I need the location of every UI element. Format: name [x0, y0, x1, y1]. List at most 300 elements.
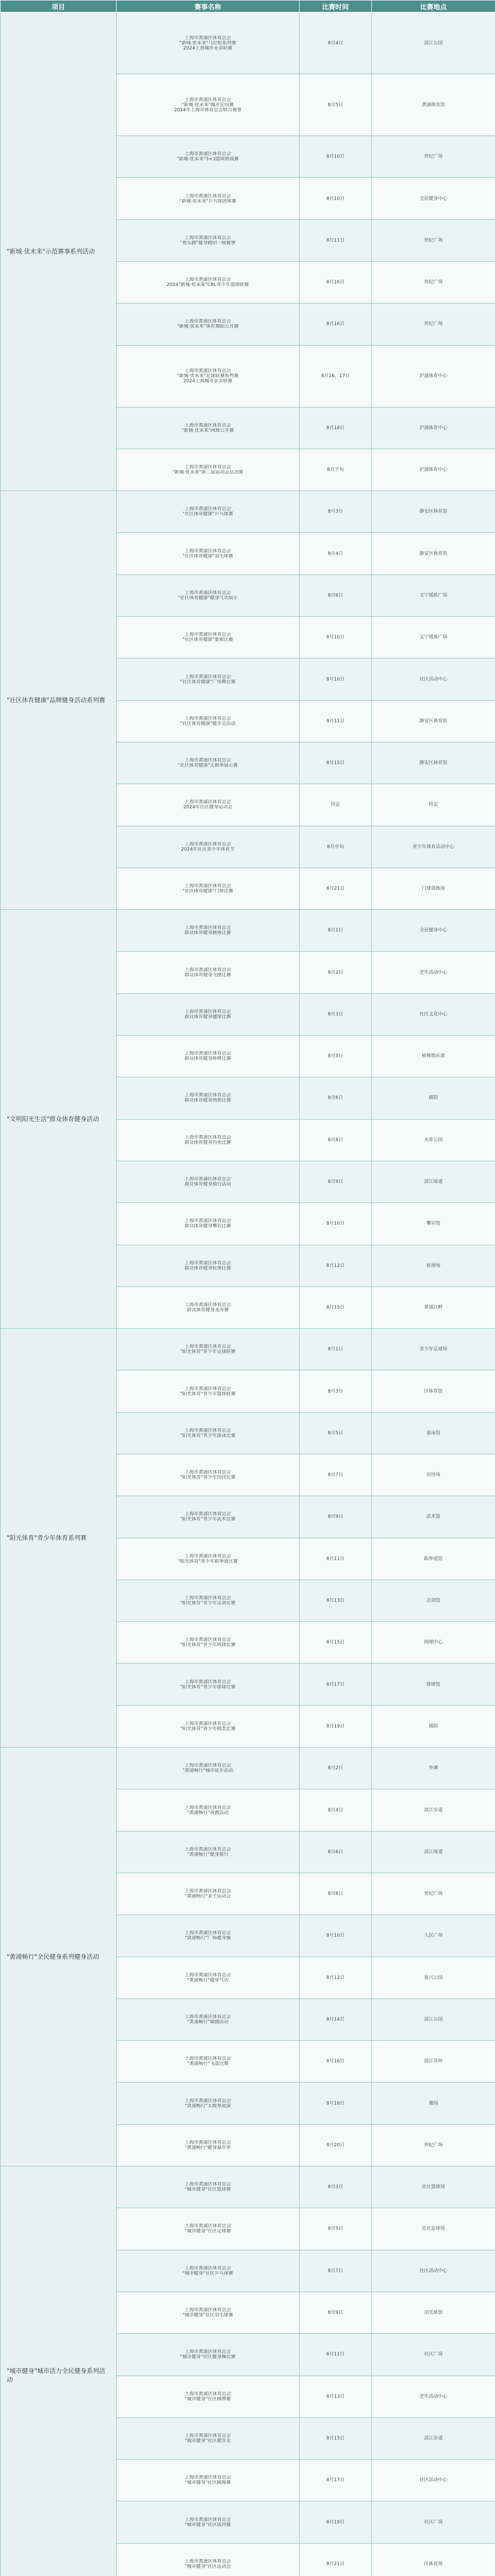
event-name-line: 上海市黄浦区体育总会: [184, 632, 231, 638]
event-name-line: 上海市黄浦区体育总会: [184, 1763, 231, 1769]
event-place-cell: 轮滑场: [372, 1245, 495, 1286]
event-name-line: 上海市黄浦区体育总会: [184, 1386, 231, 1392]
event-date-cell: 8月9日: [300, 1161, 372, 1202]
event-name-cell: [117, 993, 300, 1035]
event-name-line: 上海市黄浦区体育总会: [184, 1218, 231, 1224]
event-place-cell: 滨江绿道: [372, 1831, 495, 1873]
event-place-cell: 世纪广场: [372, 2124, 495, 2166]
event-name-line: "社区体育健康"羽毛球赛: [182, 553, 234, 559]
event-place-cell: 静安区体育馆: [372, 533, 495, 574]
event-name-line: "黄浦畅行"广场健身操: [185, 1936, 231, 1941]
event-date-cell: 8月2日: [300, 1748, 372, 1789]
event-place-cell: 桥牌俱乐部: [372, 1036, 495, 1077]
event-name-line: 上海市黄浦区体育总会: [184, 1134, 231, 1140]
event-date-cell: 8月16日: [300, 303, 372, 345]
event-date-cell: 8月11日: [300, 219, 372, 261]
event-name-cell: [117, 1915, 300, 1957]
event-name-line: "城市健身"社区棋牌赛: [185, 2396, 231, 2402]
table-row: [1, 1329, 495, 1370]
event-date-cell: 8月1日: [300, 1329, 372, 1370]
event-name-line: "阳光体育"青少年篮球联赛: [180, 1391, 236, 1397]
event-date-cell: 8月16日: [300, 261, 372, 303]
event-name-cell: [117, 1412, 300, 1454]
event-name-cell: [117, 136, 300, 178]
event-place-cell: 世纪广场: [372, 303, 495, 345]
event-date-cell: 8月10日: [300, 1915, 372, 1957]
event-date-cell: 8月14日: [300, 1998, 372, 2040]
event-name-line: 上海市黄浦区体育总会: [184, 1177, 231, 1182]
event-date-cell: 8月15日: [300, 2417, 372, 2459]
event-name-line: "黄浦畅行"亲子运动会: [185, 1894, 231, 1900]
event-name-line: 群众体育健身桥牌比赛: [184, 1056, 231, 1062]
event-place-cell: 文宁瑶族广场: [372, 617, 495, 658]
event-name-line: 群众体育健身骑行活动: [184, 1182, 231, 1188]
event-date-cell: 8月18日: [300, 407, 372, 449]
event-name-cell: [117, 345, 300, 407]
event-name-line: 上海市黄浦区体育总会: [184, 967, 231, 973]
event-date-cell: 8月下旬: [300, 449, 372, 490]
event-name-cell: [117, 952, 300, 993]
event-date-cell: 8月4日: [300, 12, 372, 74]
event-name-line: 上海市黄浦区体育总会: [184, 2265, 231, 2271]
event-name-line: 上海市黄浦区体育总会: [184, 2056, 231, 2062]
event-name-line: 群众体育健身飞镖比赛: [184, 972, 231, 978]
event-name-line: 2024"新城·优未来"CBL青少年篮球联赛: [167, 282, 249, 288]
event-place-cell: 全民健身中心: [372, 910, 495, 952]
event-date-cell: 8月21日: [300, 868, 372, 909]
event-date-cell: 8月21日: [300, 2543, 372, 2576]
event-name-line: 上海市黄浦区体育总会: [184, 2433, 231, 2438]
event-name-cell: [117, 700, 300, 742]
event-place-cell: 区体育场: [372, 2543, 495, 2576]
event-name-line: "新城·优未来"3×3篮球挑战赛: [176, 157, 239, 162]
event-place-cell: 沪浦体育中心: [372, 407, 495, 449]
event-date-cell: 8月6日: [300, 1077, 372, 1119]
event-date-cell: 8月16日: [300, 2041, 372, 2082]
event-name-line: 上海市黄浦区体育总会: [184, 1596, 231, 1601]
event-date-cell: 8月4日: [300, 533, 372, 574]
event-name-line: 2024年社区青少年体育节: [181, 846, 235, 852]
event-name-cell: [117, 407, 300, 449]
event-place-cell: 沪浦体育中心: [372, 345, 495, 407]
table-row: [1, 1748, 495, 1789]
event-place-cell: 水库公园: [372, 1119, 495, 1161]
event-place-cell: 区体育馆: [372, 1370, 495, 1412]
event-name-cell: [117, 1329, 300, 1370]
header-place: 比赛地点: [372, 1, 495, 12]
event-name-line: 上海市黄浦区体育总会: [184, 1930, 231, 1936]
event-name-line: 上海市黄浦区体育总会: [184, 2349, 231, 2355]
event-name-line: 上海市黄浦区体育总会: [184, 1637, 231, 1643]
event-name-line: 上海市黄浦区体育总会: [184, 193, 231, 199]
event-place-cell: 青少年体育活动中心: [372, 826, 495, 868]
event-name-line: "黄浦畅行"城市徒步活动: [182, 1768, 234, 1774]
event-name-line: "新城·优未来"体育舞蹈公开赛: [177, 324, 239, 330]
event-date-cell: 8月12日: [300, 1957, 372, 1998]
event-name-line: "社区体育健康"健身气功展示: [177, 595, 238, 601]
event-name-line: 上海市黄浦区体育总会: [184, 2308, 231, 2313]
event-name-line: 上海市黄浦区体育总会: [184, 1302, 231, 1308]
event-name-cell: [117, 2082, 300, 2124]
event-name-line: 上海市黄浦区体育总会: [184, 716, 231, 721]
event-place-cell: 静安区体育馆: [372, 491, 495, 533]
event-place-cell: 世纪广场: [372, 1873, 495, 1914]
event-place-cell: 网球中心: [372, 1622, 495, 1664]
event-name-cell: [117, 826, 300, 868]
event-name-cell: [117, 1245, 300, 1286]
table-row: [1, 2166, 495, 2208]
event-place-cell: 田径场: [372, 1454, 495, 1496]
event-date-cell: 待定: [300, 784, 372, 826]
event-place-cell: 人民广场: [372, 1915, 495, 1957]
event-name-line: 上海市黄浦区体育总会: [184, 1512, 231, 1517]
event-place-cell: 社区篮球场: [372, 2166, 495, 2208]
event-date-cell: 8月3日: [300, 2166, 372, 2208]
event-name-line: "社区体育健康"门球比赛: [182, 888, 234, 894]
event-date-cell: 8月2日: [300, 952, 372, 993]
event-date-cell: 8月5日: [300, 1036, 372, 1077]
event-name-line: 上海市黄浦区体育总会: [184, 548, 231, 554]
event-name-line: 上海市黄浦区体育总会: [184, 2098, 231, 2104]
event-name-line: 上海市黄浦区体育总会: [184, 1470, 231, 1476]
event-name-line: "社区体育健康"广场舞比赛: [180, 679, 236, 685]
event-name-cell: [117, 2292, 300, 2333]
event-place-cell: 老年活动中心: [372, 952, 495, 993]
event-place-cell: 棋院: [372, 1077, 495, 1119]
event-name-cell: [117, 1705, 300, 1747]
event-name-line: 上海市黄浦区体育总会: [184, 1009, 231, 1014]
event-name-line: "阳光体育"青少年游泳比赛: [180, 1433, 236, 1438]
event-date-cell: 8月15日: [300, 742, 372, 784]
event-date-cell: 8月7日: [300, 1454, 372, 1496]
event-name-line: "社区体育健康"乒乓球赛: [182, 512, 234, 517]
table-row: [1, 12, 495, 74]
event-name-cell: [117, 1580, 300, 1621]
event-date-cell: 8月17日: [300, 2460, 372, 2501]
event-name-line: 上海市黄浦区体育总会: [184, 800, 231, 805]
header-project: 项目: [1, 1, 117, 12]
event-name-line: 群众体育健身龙舟赛: [187, 1307, 229, 1313]
event-date-cell: 8月6日: [300, 1831, 372, 1873]
event-date-cell: 8月11日: [300, 1538, 372, 1580]
event-date-cell: 8月5日: [300, 74, 372, 136]
event-date-cell: 8月13日: [300, 1580, 372, 1621]
event-name-line: 上海市黄浦区体育总会: [184, 235, 231, 241]
event-name-line: 群众体育健身跳绳比赛: [184, 930, 231, 936]
event-place-cell: 社区足球场: [372, 2208, 495, 2250]
event-name-line: 上海市黄浦区体育总会: [184, 1553, 231, 1559]
event-name-line: 上海市黄浦区体育总会: [184, 368, 231, 374]
event-name-cell: [117, 1203, 300, 1245]
event-name-line: "城市健身"社区健步走: [185, 2438, 231, 2444]
header-event-name: 赛事名称: [117, 1, 300, 12]
event-name-cell: [117, 2208, 300, 2250]
event-name-line: "黄浦畅行"飞盘比赛: [187, 2061, 229, 2067]
event-name-line: "新城·优未来"足球联赛系列赛: [177, 374, 239, 379]
event-name-cell: [117, 219, 300, 261]
event-date-cell: 8月5日: [300, 1412, 372, 1454]
event-name-line: "社区体育健康"象棋比赛: [182, 637, 234, 643]
event-name-line: 群众体育健身毽球比赛: [184, 1014, 231, 1020]
event-name-line: 上海市黄浦区体育总会: [184, 319, 231, 325]
event-name-cell: [117, 617, 300, 658]
event-place-cell: 文宁瑶族广场: [372, 574, 495, 616]
event-name-cell: [117, 74, 300, 136]
event-name-line: 上海市黄浦区体育总会: [184, 1428, 231, 1433]
event-name-line: 上海市黄浦区体育总会: [184, 2140, 231, 2145]
event-place-cell: 静安区体育馆: [372, 742, 495, 784]
event-name-cell: [117, 1286, 300, 1328]
project-cell: "城市健身"城市活力全民健身系列活动: [1, 2166, 117, 2576]
event-place-cell: 社区广场: [372, 2501, 495, 2543]
event-date-cell: 8月17日: [300, 1664, 372, 1705]
event-name-line: "黄浦畅行"太极拳展演: [185, 2103, 231, 2109]
event-name-cell: [117, 2166, 300, 2208]
event-name-cell: [117, 742, 300, 784]
event-date-cell: 8月13日: [300, 2376, 372, 2417]
event-name-line: "城市健身"社区篮球赛: [185, 2187, 231, 2193]
event-date-cell: 8月7日: [300, 2250, 372, 2292]
event-place-cell: 复兴公园: [372, 1957, 495, 1998]
event-name-cell: [117, 784, 300, 826]
event-name-cell: [117, 2124, 300, 2166]
event-name-cell: [117, 449, 300, 490]
event-name-cell: [117, 1496, 300, 1538]
event-place-cell: 滨江步道: [372, 2417, 495, 2459]
event-name-cell: [117, 2334, 300, 2376]
event-place-cell: 游泳馆: [372, 1412, 495, 1454]
event-name-line: "城市健身"社区健身操比赛: [180, 2354, 236, 2360]
event-name-line: 上海市黄浦区体育总会: [184, 883, 231, 889]
event-name-cell: [117, 261, 300, 303]
event-name-line: 上海市黄浦区体育总会: [184, 506, 231, 512]
event-name-cell: [117, 1622, 300, 1664]
event-date-cell: 8月10日: [300, 617, 372, 658]
event-place-cell: 青少年足球场: [372, 1329, 495, 1370]
event-date-cell: 8月10日: [300, 136, 372, 178]
event-name-line: 上海市黄浦区体育总会: [184, 1051, 231, 1057]
event-place-cell: 攀岩馆: [372, 1203, 495, 1245]
event-place-cell: 老年活动中心: [372, 2376, 495, 2417]
event-date-cell: 8月8日: [300, 1873, 372, 1914]
event-name-line: 2024年上海市体育总会联合赛事: [174, 107, 242, 113]
event-name-line: 2024上海城市业余联赛: [183, 45, 233, 51]
event-name-cell: [117, 1370, 300, 1412]
event-date-cell: 8月中旬: [300, 826, 372, 868]
event-name-line: "新城·优未来"城市定向赛: [182, 102, 234, 108]
project-cell: "新城·优未来"示范赛事系列活动: [1, 12, 117, 491]
event-name-cell: [117, 1119, 300, 1161]
event-name-cell: [117, 1748, 300, 1789]
event-name-cell: [117, 2543, 300, 2576]
event-name-line: 上海市黄浦区体育总会: [184, 422, 231, 428]
event-name-line: 上海市黄浦区体育总会: [184, 1344, 231, 1350]
event-place-cell: 社区活动中心: [372, 2460, 495, 2501]
event-name-cell: [117, 12, 300, 74]
event-name-line: "欢乐跑"健身跑团一级赛事: [180, 240, 236, 246]
event-place-cell: 门球训练场: [372, 868, 495, 909]
event-name-line: 上海市黄浦区体育总会: [184, 841, 231, 847]
event-name-line: 群众体育健身轮滑比赛: [184, 1265, 231, 1271]
event-place-cell: 社区活动中心: [372, 658, 495, 700]
event-date-cell: 8月3日: [300, 1370, 372, 1412]
event-place-cell: 社区活动中心: [372, 2250, 495, 2292]
event-date-cell: 8月9日: [300, 2292, 372, 2333]
event-name-line: 上海市黄浦区体育总会: [184, 1679, 231, 1685]
event-place-cell: 棋院: [372, 1705, 495, 1747]
event-name-line: "黄浦畅行"健身骑行: [187, 1852, 229, 1857]
event-name-cell: [117, 2041, 300, 2082]
event-name-line: "阳光体育"青少年网球比赛: [180, 1642, 236, 1648]
event-place-cell: 击剑馆: [372, 1580, 495, 1621]
event-place-cell: 待定: [372, 784, 495, 826]
event-name-line: "阳光体育"青少年排球比赛: [180, 1684, 236, 1690]
event-place-cell: 黄浦江畔: [372, 1286, 495, 1328]
event-name-cell: [117, 2250, 300, 2292]
event-name-cell: [117, 1957, 300, 1998]
event-name-cell: [117, 491, 300, 533]
event-place-cell: 羽毛球馆: [372, 2292, 495, 2333]
event-name-line: 上海市黄浦区体育总会: [184, 2391, 231, 2397]
event-name-cell: [117, 1789, 300, 1831]
table-row: [1, 910, 495, 952]
event-name-line: "阳光体育"青少年棋类比赛: [180, 1726, 236, 1732]
event-name-line: "社区体育健康"健步走活动: [180, 721, 236, 726]
event-name-line: "城市健身"社区运动会: [185, 2564, 231, 2569]
event-name-line: "黄浦畅行"健身嘉年华: [185, 2145, 231, 2150]
event-name-line: "阳光体育"青少年田径比赛: [180, 1475, 236, 1481]
event-place-cell: 滨江公园: [372, 1998, 495, 2040]
project-cell: "黄浦畅行"全民健身系列健身活动: [1, 1748, 117, 2166]
event-name-line: 群众体育健身攀岩比赛: [184, 1224, 231, 1229]
event-name-line: "城市健身"社区足球赛: [185, 2229, 231, 2234]
event-name-line: 上海市黄浦区体育总会: [184, 2517, 231, 2522]
event-name-cell: [117, 868, 300, 909]
event-name-line: 上海市黄浦区体育总会: [184, 97, 231, 103]
event-name-line: 上海市黄浦区体育总会: [184, 2558, 231, 2564]
event-place-cell: 世纪广场: [372, 219, 495, 261]
event-name-line: 上海市黄浦区体育总会: [184, 1889, 231, 1894]
event-name-line: 上海市黄浦区体育总会: [184, 1805, 231, 1810]
event-date-cell: 8月1日: [300, 910, 372, 952]
event-place-cell: 跆拳道馆: [372, 1538, 495, 1580]
event-name-line: "城市健身"社区羽毛球赛: [182, 2313, 234, 2318]
event-name-line: 群众体育健身钓鱼比赛: [184, 1140, 231, 1145]
event-name-line: "阳光体育"青少年足球联赛: [180, 1349, 236, 1355]
event-name-cell: [117, 2460, 300, 2501]
event-date-cell: 8月16、17日: [300, 345, 372, 407]
event-place-cell: 武术馆: [372, 1496, 495, 1538]
event-name-cell: [117, 910, 300, 952]
event-place-cell: 世纪广场: [372, 136, 495, 178]
event-name-line: 上海市黄浦区体育总会: [184, 1846, 231, 1852]
event-name-line: "新城·优未来"乒乓球团体赛: [179, 198, 237, 204]
event-place-cell: 沪浦体育中心: [372, 449, 495, 490]
event-name-line: "城市健身"社区跳绳赛: [185, 2480, 231, 2486]
event-name-cell: [117, 1998, 300, 2040]
event-place-cell: 滨江草坪: [372, 2041, 495, 2082]
event-place-cell: 黄浦体育馆: [372, 74, 495, 136]
project-cell: "社区体育健康"品牌健身活动系列赛: [1, 491, 117, 910]
table-body: [1, 12, 495, 2576]
event-name-line: 上海市黄浦区体育总会: [184, 758, 231, 764]
event-name-cell: [117, 1831, 300, 1873]
event-date-cell: 8月19日: [300, 2501, 372, 2543]
event-name-cell: [117, 1873, 300, 1914]
event-place-cell: 世纪广场: [372, 261, 495, 303]
event-name-line: 上海市黄浦区体育总会: [184, 590, 231, 596]
event-name-line: 上海市黄浦区体育总会: [184, 2475, 231, 2481]
event-date-cell: 8月4日: [300, 1789, 372, 1831]
event-date-cell: 8月11日: [300, 700, 372, 742]
event-name-cell: [117, 1077, 300, 1119]
event-date-cell: 8月10日: [300, 1203, 372, 1245]
event-name-line: 上海市黄浦区体育总会: [184, 674, 231, 680]
table-header-row: [1, 1, 495, 12]
event-date-cell: 8月11日: [300, 2334, 372, 2376]
event-name-line: 2024上海城市业余联赛: [183, 379, 233, 384]
event-name-line: 上海市黄浦区体育总会: [184, 2182, 231, 2188]
event-name-cell: [117, 574, 300, 616]
event-name-cell: [117, 1538, 300, 1580]
event-date-cell: 8月15日: [300, 1622, 372, 1664]
event-name-cell: [117, 2376, 300, 2417]
event-name-cell: [117, 1664, 300, 1705]
event-name-cell: [117, 1161, 300, 1202]
event-name-cell: [117, 178, 300, 219]
event-date-cell: 8月8日: [300, 1119, 372, 1161]
event-name-line: "城市健身"社区乒乓球赛: [182, 2270, 234, 2276]
event-name-line: "黄浦畅行"健身气功: [187, 1977, 229, 1983]
event-date-cell: 8月9日: [300, 1496, 372, 1538]
event-date-cell: 8月3日: [300, 993, 372, 1035]
event-name-cell: [117, 533, 300, 574]
event-name-line: "城市健身"社区拔河赛: [185, 2522, 231, 2528]
event-name-line: 上海市黄浦区体育总会: [184, 1972, 231, 1978]
project-cell: "阳光体育"青少年体育系列赛: [1, 1329, 117, 1748]
event-name-line: "新城·优未来"网球公开赛: [182, 428, 234, 433]
event-place-cell: 静安区体育馆: [372, 700, 495, 742]
table-row: [1, 491, 495, 533]
event-place-cell: 排球馆: [372, 1664, 495, 1705]
event-place-cell: 外滩: [372, 1748, 495, 1789]
event-date-cell: 8月10日: [300, 178, 372, 219]
header-date: 比赛时间: [300, 1, 372, 12]
event-place-cell: 滨江步道: [372, 1789, 495, 1831]
event-name-line: "黄浦畅行"夜跑活动: [187, 1810, 229, 1816]
event-date-cell: 8月10日: [300, 658, 372, 700]
event-name-line: 上海市黄浦区体育总会: [184, 465, 231, 470]
project-cell: "文明阳光生活"群众体育健身活动: [1, 910, 117, 1329]
event-name-cell: [117, 2417, 300, 2459]
event-name-line: 上海市黄浦区体育总会: [184, 35, 231, 41]
event-date-cell: 8月12日: [300, 1245, 372, 1286]
event-place-cell: 滨江绿道: [372, 1161, 495, 1202]
event-name-line: 上海市黄浦区体育总会: [184, 2224, 231, 2229]
event-name-line: 上海市黄浦区体育总会: [184, 1721, 231, 1726]
event-name-line: "阳光体育"青少年武术比赛: [180, 1517, 236, 1522]
event-name-line: 群众体育健身围棋比赛: [184, 1098, 231, 1104]
event-name-line: "阳光体育"青少年跆拳道比赛: [177, 1558, 238, 1564]
event-name-cell: [117, 658, 300, 700]
event-name-cell: [117, 303, 300, 345]
event-date-cell: 8月18日: [300, 2082, 372, 2124]
event-name-cell: [117, 2501, 300, 2543]
event-name-line: 上海市黄浦区体育总会: [184, 277, 231, 283]
event-name-line: 上海市黄浦区体育总会: [184, 2014, 231, 2020]
event-place-cell: 社区文化中心: [372, 993, 495, 1035]
event-date-cell: 8月15日: [300, 1286, 372, 1328]
